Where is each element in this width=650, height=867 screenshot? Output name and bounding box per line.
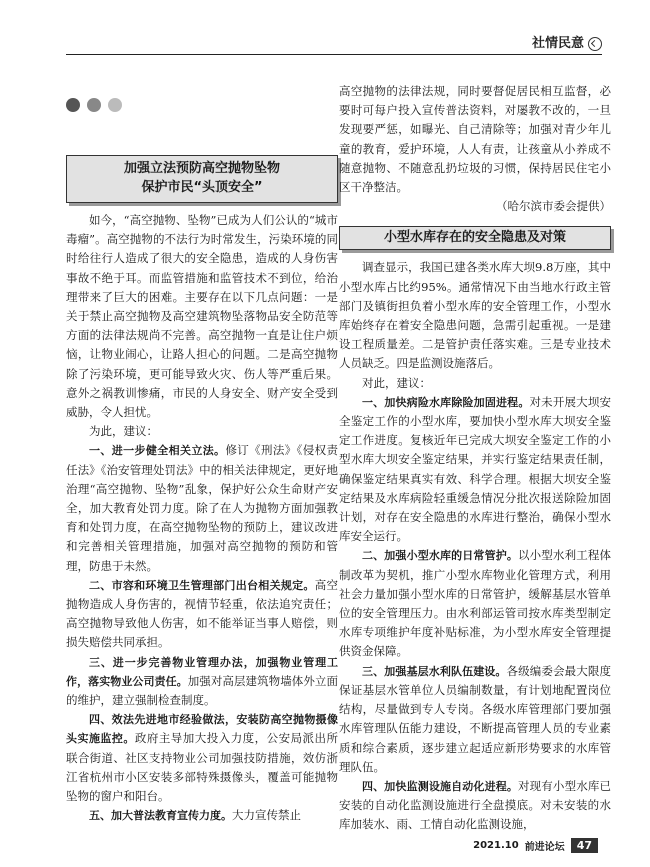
article2-title-box <box>339 226 611 250</box>
body-paragraph <box>339 393 611 547</box>
continued-paragraph: 高空抛物的法律法规，同时要督促居民相互监督，必要时可每户投入宣传普法资料，对屡教不改的，一旦发现要严惩，如曝光、自己清除等；加强对青少年儿童的教育，爱护环境，人人有责，让孩童从小养成不随意抛物、不随意乱扔垃圾的习惯，保持居民住宅小区干净整洁。 <box>339 84 611 195</box>
paragraph-text: 政府主导加大投入力度，公安局派出所联合街道、社区支持物业公司加强技防措施，效仿浙江省杭州市小区安装多部特殊摄像头，覆盖可能抛物坠物的窗户和阳台。 <box>66 731 339 804</box>
page-footer <box>473 838 598 853</box>
left-column <box>66 155 338 826</box>
paragraph-heading: 一、加快病险水库除险加固进程。 <box>362 395 530 409</box>
article2-body <box>339 258 611 834</box>
paragraph-text: 加强对高层建筑物墙体外立面的维护，建立强制检查制度。 <box>66 673 338 708</box>
article-body <box>66 211 338 826</box>
article-title-box <box>66 155 338 203</box>
right-column <box>339 82 611 835</box>
paragraph-heading: 四、加快监测设施自动化进程。 <box>362 779 518 793</box>
body-paragraph <box>339 546 611 661</box>
issue-date: 2021.10 <box>473 840 519 851</box>
body-paragraph <box>66 441 338 575</box>
body-paragraph <box>339 777 611 835</box>
page-header <box>0 0 650 58</box>
article-title-line1: 加强立法预防高空抛物坠物 <box>123 161 280 176</box>
dot-light-icon <box>108 98 122 112</box>
body-paragraph <box>66 422 338 441</box>
paragraph-heading: 一、进一步健全相关立法。 <box>89 444 226 458</box>
paragraph-text: 大力宣传禁止 <box>232 808 301 823</box>
journal-name: 前进论坛 <box>524 842 565 853</box>
credit-line: （哈尔滨市委会提供） <box>496 199 611 214</box>
header-rule <box>66 54 602 55</box>
paragraph-text: 调查显示，我国已建各类水库大坝9.8万座，其中小型水库占比约95%。通常情况下由当地水行政主管部门及镇街担负着小型水库的安全管理工作，小型水库始终存在着安全隐患问题，急需引起重视。一是建设工程质量差。二是管护责任落实难。三是专业技术人员缺乏。四是监测设施落后。 <box>339 260 611 371</box>
paragraph-text: 如今，“高空抛物、坠物”已成为人们公认的“城市毒瘤”。高空抛物的不法行为时常发生，污染环境的同时给往行人造成了很大的安全隐患，造成的人身伤害事故不绝于耳。而监管措施和监管技术不到位，给治理带来了巨大的困难。主要存在以下几点问题：一是关于禁止高空抛物及高空建筑物坠落物品安全防范等方面的法律法规尚不完善。高空抛物一直是让住户烦恼，让物业闹心，让路人担心的问题。二是高空抛物除了污染环境，更可能导致火灾、伤人等严重后果。意外之祸教训惨痛，市民的人身安全、财产安全受到威胁，令人担忧。 <box>66 213 338 420</box>
paragraph-text: 对未开展大坝安全鉴定工作的小型水库，要加快小型水库大坝安全鉴定工作进度。复核近年已完成大坝安全鉴定工作的小型水库大坝安全鉴定结果，并实行鉴定结果责任制，确保鉴定结果真实有效、科学合理。根据大坝安全鉴定结果及水库病险轻重缓急情况分批次报送除险加固计划，对存在安全隐患的水库进行整治，确保小型水库安全运行。 <box>339 394 611 544</box>
paragraph-heading: 三、进一步完善物业管理办法，加强物业管理工作，落实物业公司责任。 <box>66 655 338 688</box>
section-name <box>532 36 602 52</box>
page-number: 47 <box>571 838 598 853</box>
section-label: 社情民意 <box>531 36 584 51</box>
body-paragraph <box>66 710 338 806</box>
paragraph-text: 高空抛物造成人身伤害的，视情节轻重，依法追究责任；高空抛物导致他人伤害，如不能举证当事人赔偿，则损失赔偿共同承担。 <box>66 577 339 650</box>
decorative-dots <box>66 98 122 112</box>
body-paragraph <box>66 653 338 711</box>
chevron-circle-icon <box>588 37 602 51</box>
paragraph-text: 各级编委会最大限度保证基层水管单位人员编制数量，有计划地配置岗位结构，尽量做到专人专岗。各级水库管理部门要加强水库管理队伍能力建设，不断提高管理人员的专业素质和综合素质，逐步建立起适应新形势要求的水库管理队伍。 <box>339 663 611 774</box>
paragraph-heading: 四、效法先进地市经验做法，安装防高空抛物摄像头实施监控。 <box>66 713 338 746</box>
dot-mid-icon <box>87 98 101 112</box>
paragraph-heading: 二、加强小型水库的日常管护。 <box>362 549 518 563</box>
paragraph-heading: 五、加大普法教育宣传力度。 <box>89 809 232 823</box>
body-paragraph <box>66 576 338 653</box>
paragraph-heading: 三、加强基层水利队伍建设。 <box>362 664 507 678</box>
paragraph-text: 修订《刑法》《侵权责任法》《治安管理处罚法》中的相关法律规定，更好地治理“高空抛物、坠物”乱象，保护好公众生命财产安全，加大教育处罚力度。除了在人为抛物方面加强教育和处罚力度，在高空抛物坠物的预防上，建议改进和完善相关管理措施，加强对高空抛物的预防和管理，防患于未然。 <box>66 443 339 573</box>
body-paragraph <box>339 662 611 777</box>
body-paragraph <box>66 211 338 422</box>
paragraph-text: 对现有小型水库已安装的自动化监测设施进行全盘摸底。对未安装的水库加装水、雨、工情自动化监测设施， <box>339 778 611 832</box>
body-paragraph <box>66 806 338 825</box>
article2-title: 小型水库存在的安全隐患及对策 <box>383 230 566 246</box>
paragraph-text: 对此，建议： <box>362 375 431 390</box>
paragraph-text: 为此，建议： <box>89 424 158 439</box>
dot-dark-icon <box>66 98 80 112</box>
article-title-line2: 保护市民“头顶安全” <box>141 180 263 195</box>
body-paragraph <box>339 374 611 393</box>
body-paragraph <box>339 258 611 373</box>
paragraph-heading: 二、市容和环境卫生管理部门出台相关规定。 <box>89 578 315 592</box>
paragraph-text: 以小型水利工程体制改革为契机，推广小型水库物业化管理方式，利用社会力量加强小型水库的日常管护，缓解基层水管单位的安全管理压力。由水利部运管司按水库类型制定水库专项维护年度补贴标准，为小型水库安全管理提供资金保障。 <box>339 548 611 659</box>
